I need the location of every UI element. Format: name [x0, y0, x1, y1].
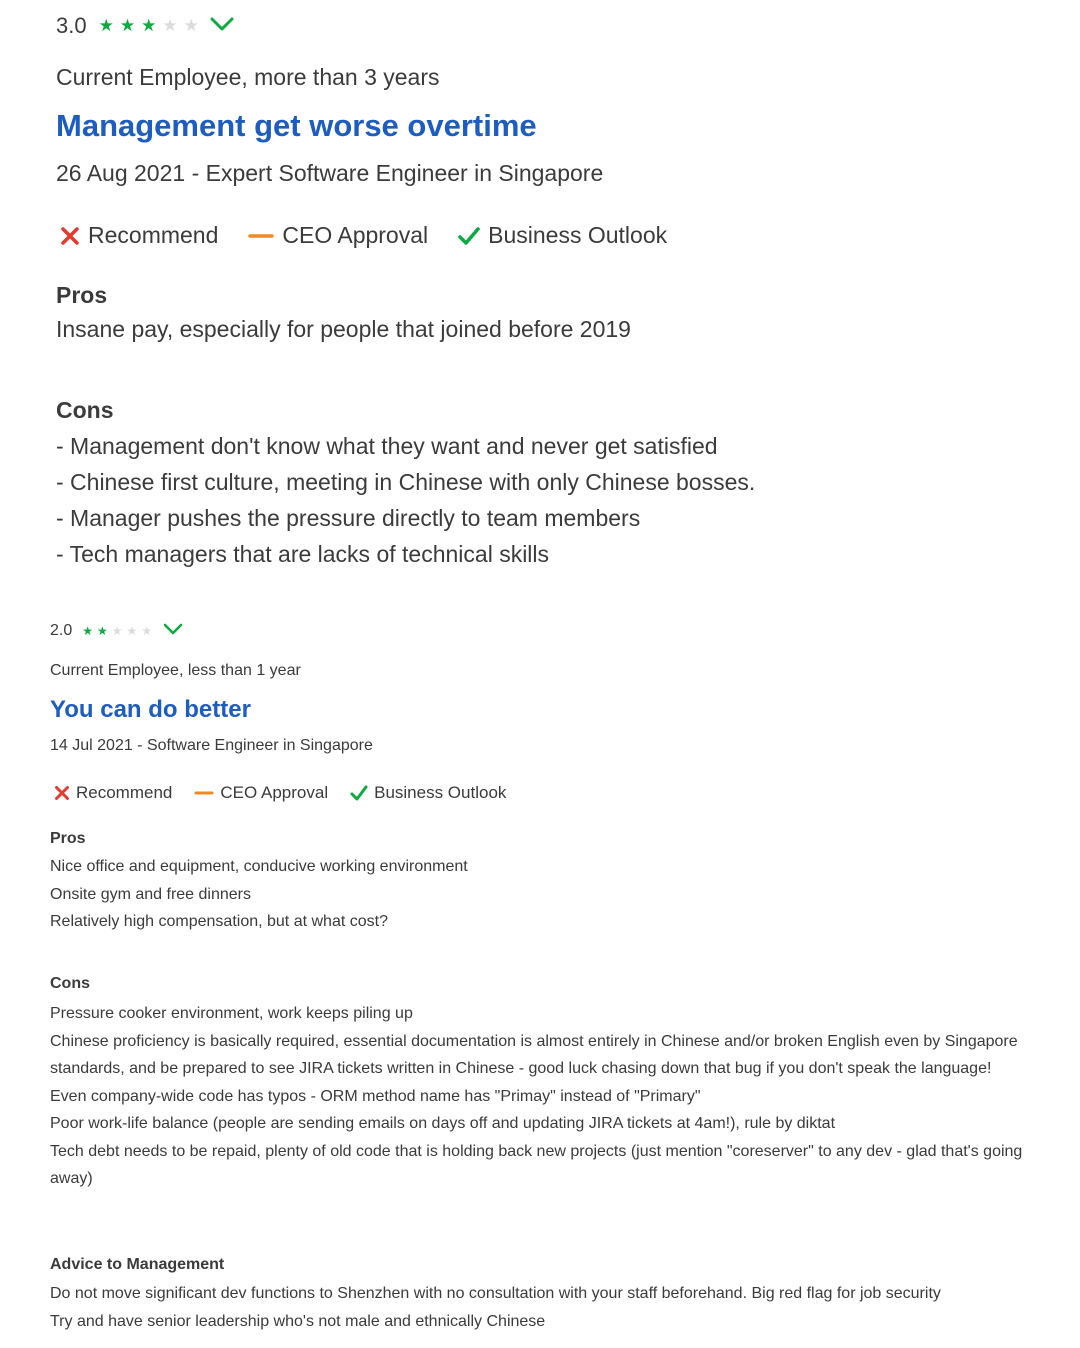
- chevron-down-icon[interactable]: [209, 15, 235, 38]
- employee-status: Current Employee, less than 1 year: [50, 662, 301, 679]
- cons-item: - Tech managers that are lacks of technical skills: [56, 541, 550, 567]
- rating-row: [50, 619, 184, 643]
- verdict-label: CEO Approval: [282, 222, 429, 248]
- star-icon: ★: [126, 624, 138, 638]
- cons-item: Even company-wide code has typos - ORM method name has "Primay" instead of "Primary": [50, 1087, 701, 1105]
- cons-item: - Management don't know what they want and never get satisfied: [56, 433, 718, 459]
- employee-status: Current Employee, more than 3 years: [56, 64, 440, 90]
- pros-item: Nice office and equipment, conducive working environment: [50, 858, 468, 875]
- advice-item: Try and have senior leadership who's not male and ethnically Chinese: [50, 1313, 546, 1330]
- cons-item: Pressure cooker environment, work keeps piling up: [50, 1005, 413, 1022]
- x-icon: [54, 785, 70, 801]
- dash-icon: [248, 226, 274, 246]
- verdict-label: Business Outlook: [374, 783, 507, 802]
- star-icon: ★: [141, 16, 157, 35]
- pros-list: [50, 855, 468, 938]
- cons-item: Chinese proficiency is basically required, essential documentation is almost entirely in Chinese and/or broken English even by Singapore standards, and be prepared to see JIRA tickets written in Chinese - good luck chasing down that bug if you don't speak the language!: [50, 1032, 1018, 1077]
- verdict-business-outlook: [458, 222, 667, 249]
- review-meta: 26 Aug 2021 - Expert Software Engineer in Singapore: [56, 160, 604, 186]
- review-meta: 14 Jul 2021 - Software Engineer in Singapore: [50, 737, 373, 754]
- review-title[interactable]: Management get worse overtime: [56, 108, 537, 143]
- review-title[interactable]: You can do better: [50, 696, 251, 723]
- rating-value: 2.0: [50, 622, 73, 639]
- star-icon: ★: [97, 624, 108, 638]
- star-rating: [82, 622, 156, 640]
- cons-item: Poor work-life balance (people are sending emails on days off and updating JIRA tickets at 4am!), rule by diktat: [50, 1115, 836, 1132]
- star-rating: [99, 16, 205, 36]
- dash-icon: [194, 785, 214, 801]
- pros-heading: Pros: [56, 282, 108, 308]
- check-icon: [350, 785, 368, 801]
- star-icon: ★: [183, 16, 199, 35]
- rating-row: [56, 10, 235, 42]
- star-icon: ★: [162, 16, 178, 35]
- x-icon: [60, 226, 80, 246]
- cons-item: - Manager pushes the pressure directly to team members: [56, 505, 641, 531]
- verdict-label: CEO Approval: [220, 783, 329, 802]
- rating-value: 3.0: [56, 13, 87, 38]
- advice-heading: Advice to Management: [50, 1256, 225, 1273]
- pros-item: Insane pay, especially for people that joined before 2019: [56, 316, 631, 342]
- check-icon: [458, 226, 480, 246]
- star-icon: ★: [111, 624, 123, 638]
- verdict-ceo-approval: [194, 783, 328, 803]
- verdict-label: Recommend: [88, 222, 219, 248]
- cons-list: [56, 430, 755, 574]
- pros-item: Onsite gym and free dinners: [50, 885, 251, 903]
- advice-item: Do not move significant dev functions to Shenzhen with no consultation with your staff beforehand. Big red flag for job security: [50, 1285, 941, 1302]
- pros-heading: Pros: [50, 830, 86, 847]
- star-icon: ★: [82, 624, 94, 638]
- verdict-recommend: [54, 783, 172, 803]
- star-icon: ★: [141, 624, 153, 638]
- cons-heading: Cons: [50, 975, 90, 992]
- verdict-label: Business Outlook: [488, 222, 668, 248]
- verdict-label: Recommend: [76, 783, 173, 802]
- star-icon: ★: [119, 16, 136, 35]
- star-icon: ★: [98, 16, 114, 35]
- verdict-recommend: [60, 222, 218, 249]
- cons-item: - Chinese first culture, meeting in Chinese with only Chinese bosses.: [56, 469, 756, 495]
- pros-item: Relatively high compensation, but at what cost?: [50, 913, 388, 930]
- chevron-down-icon[interactable]: [162, 622, 184, 641]
- advice-list: [50, 1280, 1040, 1336]
- verdict-business-outlook: [350, 783, 506, 803]
- verdicts-row: [54, 783, 528, 803]
- verdict-ceo-approval: [248, 222, 428, 249]
- cons-list: [50, 1000, 1040, 1193]
- verdicts-row: [60, 222, 697, 249]
- cons-heading: Cons: [56, 397, 114, 423]
- pros-list: [56, 316, 631, 343]
- cons-item: Tech debt needs to be repaid, plenty of old code that is holding back new projects (just mention "coreserver" to any dev - glad that's going away): [50, 1142, 1023, 1187]
